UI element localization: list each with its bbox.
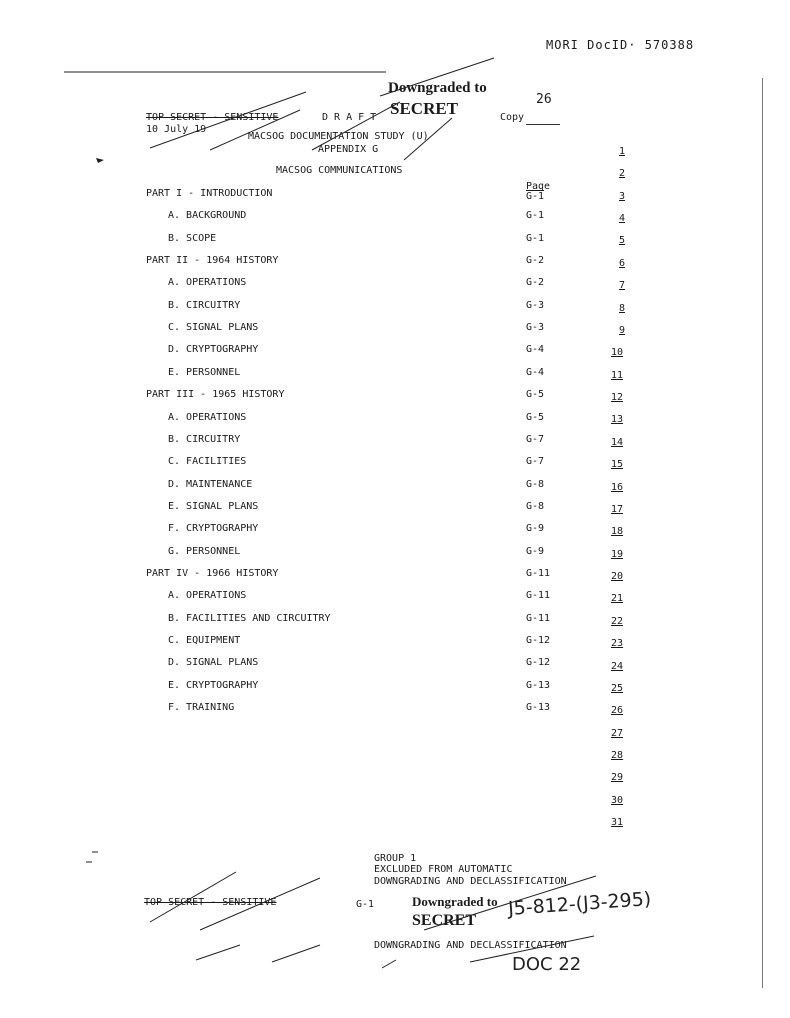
line-number: 26 — [611, 705, 624, 717]
toc-row-page: G-12 — [526, 635, 551, 646]
line-number: 31 — [611, 817, 624, 829]
group-line-3: DOWNGRADING AND DECLASSIFICATION — [374, 876, 567, 887]
toc-row-page: G-4 — [526, 344, 545, 356]
toc-row-label: PART II - 1964 HISTORY — [146, 255, 279, 267]
group-line-1: GROUP 1 — [374, 853, 417, 864]
toc-row-label: PART III - 1965 HISTORY — [146, 389, 285, 401]
line-number: 8 — [619, 302, 626, 314]
toc-row-page: G-12 — [526, 657, 551, 669]
appendix-strike — [404, 118, 452, 160]
toc-row-label: B. FACILITIES AND CIRCUITRY — [168, 612, 331, 624]
line-number: 5 — [619, 235, 626, 247]
page-start: G-1 — [526, 191, 545, 202]
line-number: 27 — [611, 727, 624, 739]
toc-row-label: A. BACKGROUND — [168, 210, 247, 222]
footer-strike-2 — [200, 878, 320, 930]
line-number: 6 — [619, 257, 626, 269]
toc-row-page: G-2 — [526, 255, 545, 267]
footer-strike-7 — [382, 960, 396, 968]
classification-strike-1 — [150, 92, 306, 148]
toc-row-page: G-8 — [526, 500, 545, 512]
toc-row-page: G-5 — [526, 389, 545, 401]
toc-row-page: G-5 — [526, 411, 545, 423]
footer-strike-6 — [470, 936, 594, 962]
toc-row-label: G. PERSONNEL — [168, 545, 241, 557]
toc-row-page: G-3 — [526, 299, 545, 311]
doc-id: MORI DocID· 570388 — [546, 38, 695, 52]
footer-strike-3 — [196, 945, 240, 960]
toc-row-page: G-4 — [526, 366, 545, 378]
group-line-4: DOWNGRADING AND DECLASSIFICATION — [374, 940, 567, 951]
toc-row-label: A. OPERATIONS — [168, 277, 247, 289]
toc-row-page: G-7 — [526, 456, 545, 468]
secret-stamp: SECRET — [390, 99, 459, 118]
toc-row-label: E. SIGNAL PLANS — [168, 500, 259, 512]
line-number: 14 — [611, 436, 624, 448]
toc-row-label: A. OPERATIONS — [168, 590, 247, 602]
group-line-2: EXCLUDED FROM AUTOMATIC — [374, 864, 513, 875]
stamp-strike — [380, 58, 494, 96]
footer-strike-1 — [150, 872, 236, 922]
toc-row-label: B. CIRCUITRY — [168, 433, 241, 445]
toc-row-page: G-13 — [526, 679, 551, 691]
line-number: 2 — [619, 168, 626, 180]
draft-label: D R A F T — [322, 112, 377, 123]
toc-row-label: F. TRAINING — [168, 702, 235, 714]
line-number: 21 — [611, 593, 624, 605]
line-number: 23 — [611, 638, 624, 650]
title-strike — [312, 102, 400, 150]
copy-label: Copy — [500, 112, 525, 123]
footer-secret-stamp: SECRET — [412, 912, 477, 929]
toc-row-label: C. SIGNAL PLANS — [168, 322, 259, 334]
classification-struck: TOP SECRET - SENSITIVE — [146, 112, 279, 123]
line-number: 25 — [611, 682, 624, 694]
toc-row-page: G-11 — [526, 567, 551, 579]
line-number: 20 — [611, 571, 624, 583]
handwritten-doc-number: DOC 22 — [512, 954, 582, 975]
toc-row-page: G-8 — [526, 478, 545, 490]
toc-row-label: D. MAINTENANCE — [168, 478, 253, 490]
line-number: 4 — [619, 213, 626, 225]
margin-mark — [96, 158, 104, 163]
toc-row-page: G-1 — [526, 232, 545, 244]
toc-row-label: B. SCOPE — [168, 232, 217, 244]
line-number: 17 — [611, 503, 624, 515]
footer-page-number: G-1 — [356, 899, 375, 910]
toc-row-page: G-7 — [526, 433, 545, 445]
line-number: 18 — [611, 526, 624, 538]
line-number: 15 — [611, 459, 624, 471]
toc-row-label: E. CRYPTOGRAPHY — [168, 679, 259, 691]
handwritten-reference: J5-812-(J3-295) — [507, 888, 652, 920]
toc-row-label: D. CRYPTOGRAPHY — [168, 344, 259, 356]
line-number: 16 — [611, 481, 624, 493]
toc-row-label: B. CIRCUITRY — [168, 299, 241, 311]
downgraded-stamp: Downgraded to — [388, 80, 487, 96]
toc-row-page: G-3 — [526, 322, 545, 334]
page-column-header: Page — [526, 181, 551, 192]
toc-row-label: F. CRYPTOGRAPHY — [168, 523, 259, 535]
footer-downgraded-stamp: Downgraded to — [412, 894, 498, 909]
line-number: 10 — [611, 347, 624, 359]
line-number: 28 — [611, 749, 624, 761]
date-struck: 10 July 19 — [146, 124, 207, 135]
footer-strike-4 — [272, 945, 320, 962]
line-number: 30 — [611, 794, 624, 806]
line-number: 12 — [611, 392, 624, 404]
copy-number: 26 — [536, 92, 552, 107]
toc-row-page: G-11 — [526, 590, 551, 602]
line-number: 22 — [611, 615, 624, 627]
line-number: 24 — [611, 660, 624, 672]
toc-row-label: E. PERSONNEL — [168, 366, 241, 378]
toc-row-label: PART IV - 1966 HISTORY — [146, 567, 279, 579]
line-number: 11 — [611, 369, 624, 381]
line-number: 29 — [611, 772, 624, 784]
toc-row-page: G-9 — [526, 545, 545, 557]
toc-row-page: G-13 — [526, 702, 551, 714]
line-number: 1 — [619, 146, 626, 157]
study-title: MACSOG DOCUMENTATION STUDY (U) — [248, 131, 429, 142]
line-number: 13 — [611, 414, 624, 426]
section-title: MACSOG COMMUNICATIONS — [276, 165, 403, 176]
toc-row-label: A. OPERATIONS — [168, 411, 247, 423]
toc-row-label: PART I - INTRODUCTION — [146, 188, 273, 199]
line-number: 3 — [619, 190, 626, 202]
footer-classification-struck: TOP SECRET - SENSITIVE — [144, 897, 277, 908]
appendix-label: APPENDIX G — [318, 144, 379, 155]
toc-row-label: C. EQUIPMENT — [168, 635, 241, 646]
toc-row-label: C. FACILITIES — [168, 456, 247, 468]
toc-row-page: G-1 — [526, 210, 545, 222]
line-number: 7 — [619, 280, 626, 292]
toc-row-label: D. SIGNAL PLANS — [168, 657, 259, 669]
line-number: 19 — [611, 548, 624, 560]
line-number: 9 — [619, 324, 626, 336]
toc-row-page: G-2 — [526, 277, 545, 289]
footer-strike-5 — [424, 876, 596, 930]
toc-row-page: G-11 — [526, 612, 551, 624]
toc-row-page: G-9 — [526, 523, 545, 535]
classification-strike-2 — [210, 110, 300, 150]
